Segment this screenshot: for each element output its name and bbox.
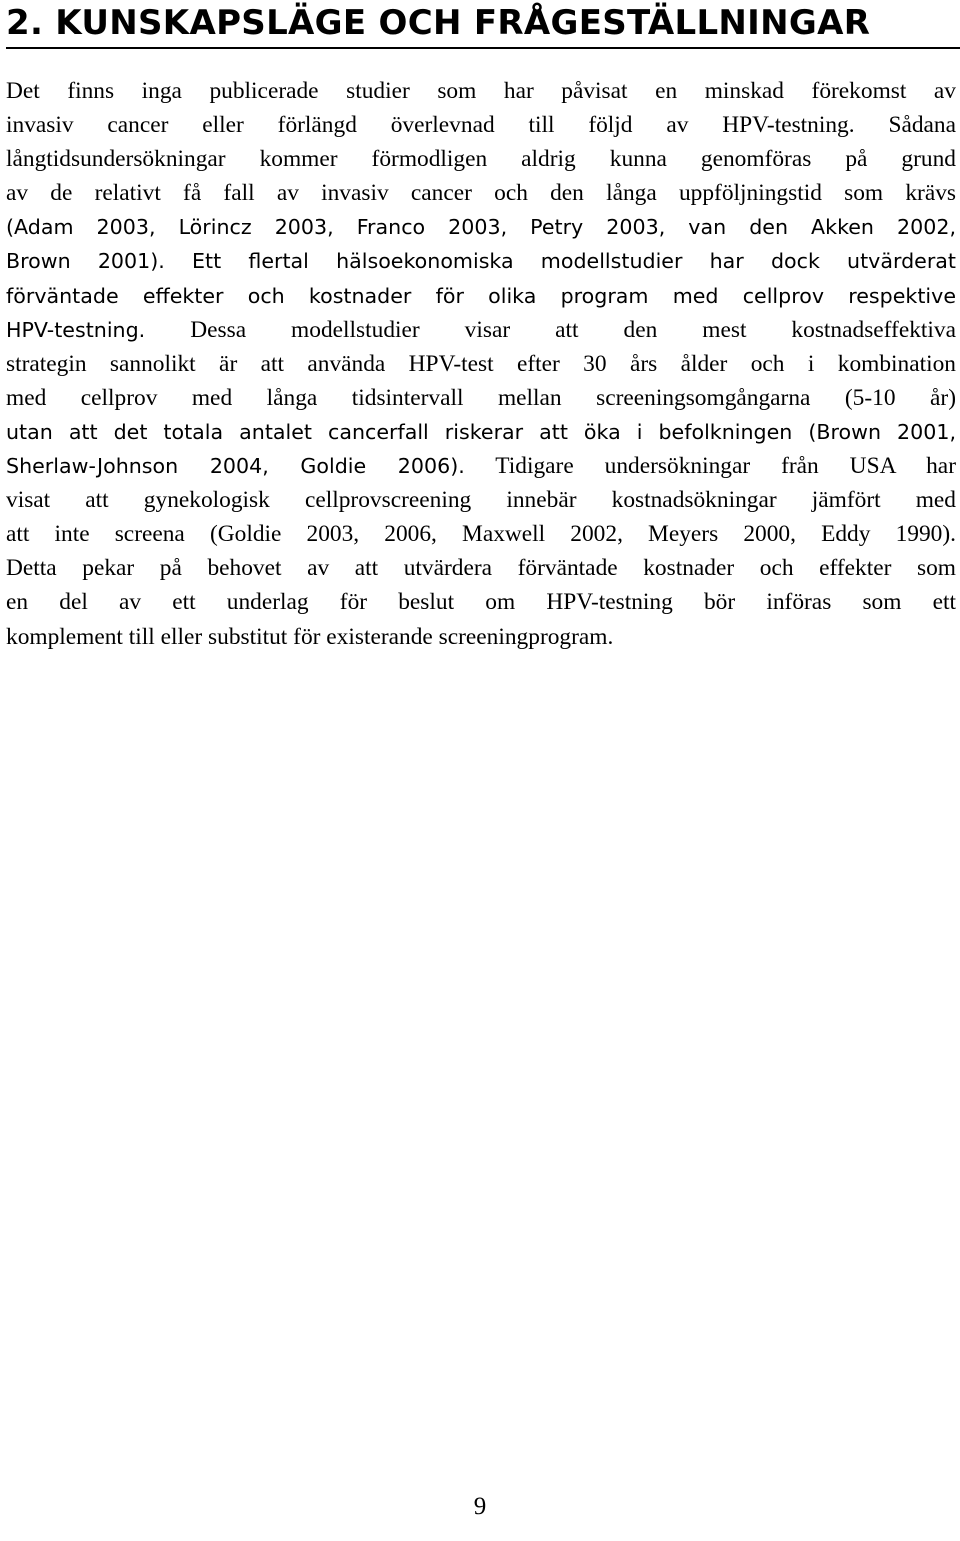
paragraph-line bbox=[6, 279, 956, 313]
paragraph-line-segment: (Adam 2003, Lörincz 2003, Franco 2003, Petry 2003, van den Akken 2002, bbox=[6, 215, 956, 240]
paragraph-line bbox=[6, 381, 956, 415]
paragraph-line bbox=[6, 620, 956, 654]
paragraph-line-segment: att inte screena (Goldie 2003, 2006, Maxwell 2002, Meyers 2000, Eddy 1990). bbox=[6, 521, 956, 548]
paragraph-line bbox=[6, 449, 956, 483]
paragraph-line bbox=[6, 483, 956, 517]
paragraph-line-segment: Dessa modellstudier visar att den mest kostnadseffektiva bbox=[145, 316, 956, 343]
paragraph-line-segment: HPV-testning. bbox=[6, 317, 146, 342]
paragraph-line-segment: invasiv cancer eller förlängd överlevnad till följd av HPV-testning. Sådana bbox=[6, 112, 956, 139]
paragraph-line-segment: Brown 2001). bbox=[6, 249, 165, 274]
paragraph-line bbox=[6, 415, 956, 449]
paragraph-line bbox=[6, 585, 956, 619]
paragraph-line bbox=[6, 176, 956, 210]
paragraph-line-segment: av de relativt få fall av invasiv cancer och den långa uppföljningstid som krävs bbox=[6, 180, 956, 207]
heading-underline bbox=[6, 47, 960, 49]
paragraph-line bbox=[6, 210, 956, 244]
paragraph-line bbox=[6, 517, 956, 551]
paragraph-line-segment: visat att gynekologisk cellprovscreening innebär kostnadsökningar jämfört med bbox=[6, 487, 956, 514]
paragraph-line bbox=[6, 551, 956, 585]
paragraph-line-segment: en del av ett underlag för beslut om HPV-testning bör införas som ett bbox=[6, 589, 956, 616]
paragraph-line bbox=[6, 142, 956, 176]
paragraph-line-segment: Detta pekar på behovet av att utvärdera förväntade kostnader och effekter som bbox=[6, 555, 956, 582]
paragraph-line-segment: strategin sannolikt är att använda HPV-test efter 30 års ålder och i kombination bbox=[6, 350, 956, 377]
paragraph-line-segment: med cellprov med långa tidsintervall mellan screeningsomgångarna (5-10 år) bbox=[6, 384, 956, 411]
paragraph-line-segment: komplement till eller substitut för existerande screeningprogram. bbox=[6, 623, 614, 650]
paragraph-line-segment: Det finns inga publicerade studier som har påvisat en minskad förekomst av bbox=[6, 78, 956, 104]
paragraph-line bbox=[6, 347, 956, 381]
paragraph-line bbox=[6, 108, 956, 142]
paragraph-line bbox=[6, 244, 956, 278]
paragraph-line-segment: Tidigare undersökningar från USA har bbox=[464, 453, 956, 480]
paragraph-line-segment: utan att det totala antalet cancerfall riskerar att öka i befolkningen (Brown 2001, bbox=[6, 419, 956, 444]
section-heading: 2. KUNSKAPSLÄGE OCH FRÅGESTÄLLNINGAR bbox=[6, 3, 871, 43]
paragraph-line-segment: Sherlaw-Johnson 2004, Goldie 2006). bbox=[6, 454, 465, 479]
paragraph-line-segment: Ett flertal hälsoekonomiska modellstudier har dock utvärderat bbox=[164, 249, 956, 274]
paragraph-line bbox=[6, 313, 956, 347]
paragraph-line-segment: förväntade effekter och kostnader för olika program med cellprov respektive bbox=[6, 283, 956, 308]
paragraph-line bbox=[6, 74, 956, 108]
body-paragraph bbox=[6, 74, 956, 654]
paragraph-line-segment: långtidsundersökningar kommer förmodligen aldrig kunna genomföras på grund bbox=[6, 146, 956, 173]
page-number: 9 bbox=[473, 1493, 487, 1520]
